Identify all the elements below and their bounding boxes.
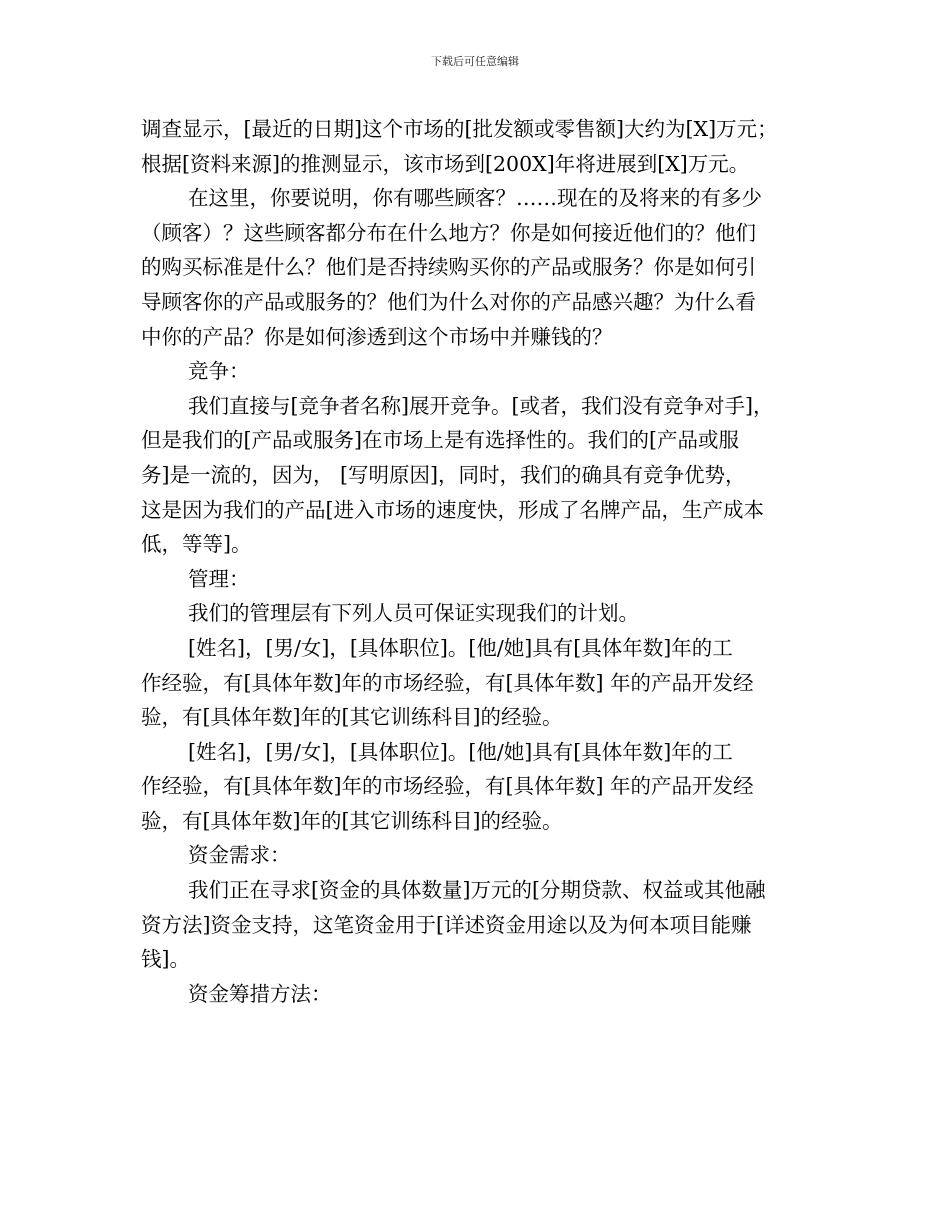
paragraph [141,596,821,631]
paragraph [141,735,821,839]
text-line: 我们正在寻求[资金的具体数量]万元的[分期贷款、权益或其他融 [188,878,766,903]
paragraph [141,354,821,389]
text-line: 低，等等]。 [141,532,252,557]
paragraph [141,181,821,354]
paragraph [141,873,821,977]
paragraph [141,977,821,1012]
text-line: 在这里，你要说明，你有哪些顾客？……现在的及将来的有多少 [188,186,762,211]
page-header: 下载后可任意编辑 [431,55,519,68]
paragraph [141,389,821,562]
text-line: 钱]。 [141,947,190,972]
text-line: 这是因为我们的产品[进入市场的速度快，形成了名牌产品，生产成本 [141,497,764,522]
text-line: 导顾客你的产品或服务的？他们为什么对你的产品感兴趣？为什么看 [141,289,756,314]
text-line: （顾客）？这些顾客都分布在什么地方？你是如何接近他们的？他们 [141,220,756,245]
paragraph [141,631,821,735]
text-line: 的购买标准是什么？他们是否持续购买你的产品或服务？你是如何引 [141,255,756,280]
text-line: 管理： [188,566,250,591]
document-body [141,112,821,1011]
text-line: 验，有[具体年数]年的[其它训练科目]的经验。 [141,808,563,833]
text-line: 资金需求： [188,843,291,868]
text-line: 作经验，有[具体年数]年的市场经验，有[具体年数] 年的产品开发经 [141,774,754,799]
text-line: 验，有[具体年数]年的[其它训练科目]的经验。 [141,705,563,730]
text-line: 但是我们的[产品或服务]在市场上是有选择性的。我们的[产品或服 [141,428,739,453]
text-line: 务]是一流的，因为， [写明原因]，同时，我们的确具有竞争优势， [141,462,746,487]
text-line: 我们直接与[竞争者名称]展开竞争。[或者，我们没有竞争对手]， [188,393,774,418]
text-line: 作经验，有[具体年数]年的市场经验，有[具体年数] 年的产品开发经 [141,670,754,695]
text-line: 资方法]资金支持，这笔资金用于[详述资金用途以及为何本项目能赚 [141,912,752,937]
text-line: 中你的产品？你是如何渗透到这个市场中并赚钱的？ [141,324,613,349]
text-line: 我们的管理层有下列人员可保证实现我们的计划。 [188,601,639,626]
paragraph [141,112,821,181]
text-line: [姓名]，[男/女]，[具体职位]。[他/她]具有[具体年数]年的工 [188,635,733,660]
text-line: 根据[资料来源]的推测显示，该市场到[200X]年将进展到[X]万元。 [141,151,750,176]
text-line: 资金筹措方法： [188,981,332,1006]
paragraph [141,562,821,597]
text-line: 竞争： [188,359,250,384]
text-line: 调查显示，[最近的日期]这个市场的[批发额或零售额]大约为[X]万元； [141,117,778,141]
paragraph [141,838,821,873]
text-line: [姓名]，[男/女]，[具体职位]。[他/她]具有[具体年数]年的工 [188,739,733,764]
